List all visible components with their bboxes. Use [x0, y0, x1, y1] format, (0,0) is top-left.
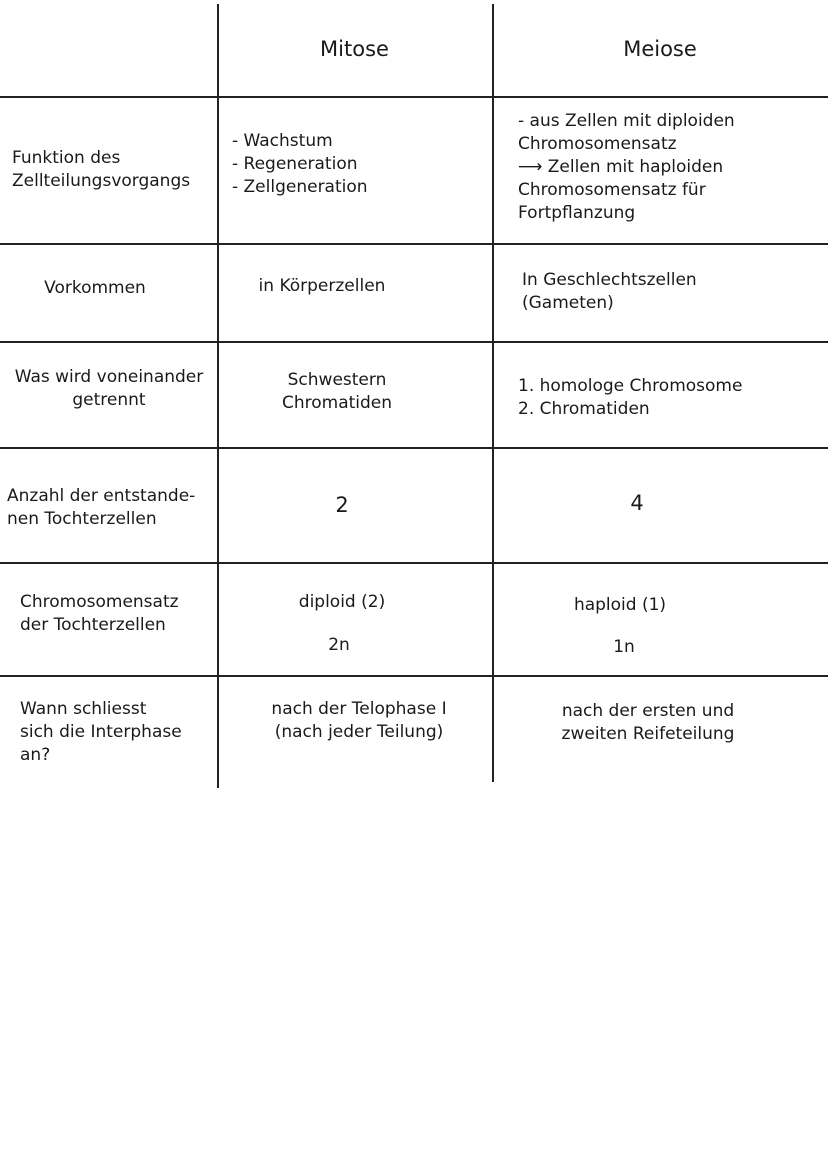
- row-divider-header: [0, 96, 828, 98]
- cell-mitose-interphase: nach der Telophase I (nach jeder Teilung): [271, 699, 447, 742]
- row-label-funktion: Funktion des Zellteilungsvorgangs: [12, 148, 191, 191]
- cell-meiose-funktion: - aus Zellen mit diploiden Chromosomensatz ⟶ Zellen mit haploiden Chromosomensatz für Fortpflanzung: [518, 111, 735, 223]
- row-divider-5: [0, 675, 828, 677]
- header-mitose: Mitose: [320, 37, 389, 61]
- header-meiose: Meiose: [623, 37, 697, 61]
- row-label-getrennt: Was wird voneinander getrennt: [14, 367, 204, 410]
- cell-meiose-getrennt: 1. homologe Chromosome 2. Chromatiden: [518, 376, 743, 419]
- cell-mitose-vorkommen: in Körperzellen: [258, 276, 386, 296]
- cell-mitose-getrennt: Schwestern Chromatiden: [281, 370, 393, 413]
- row-divider-3: [0, 447, 828, 449]
- cell-mitose-chromosomensatz-bottom: 2n: [328, 635, 350, 655]
- cell-mitose-chromosomensatz-top: diploid (2): [298, 592, 386, 612]
- cell-meiose-interphase: nach der ersten und zweiten Reifeteilung: [561, 701, 735, 744]
- cell-mitose-funktion: - Wachstum - Regeneration - Zellgeneration: [232, 131, 368, 197]
- cell-meiose-chromosomensatz-bottom: 1n: [613, 637, 635, 657]
- row-divider-1: [0, 243, 828, 245]
- row-label-anzahl: Anzahl der entstande- nen Tochterzellen: [7, 486, 196, 529]
- row-label-chromosomensatz: Chromosomensatz der Tochterzellen: [20, 592, 179, 635]
- row-label-interphase: Wann schliesst sich die Interphase an?: [20, 699, 182, 765]
- row-divider-2: [0, 341, 828, 343]
- cell-mitose-anzahl: 2: [335, 493, 349, 517]
- cell-meiose-chromosomensatz-top: haploid (1): [573, 595, 667, 615]
- row-label-vorkommen: Vorkommen: [44, 278, 146, 298]
- cell-meiose-vorkommen: In Geschlechtszellen (Gameten): [522, 270, 697, 313]
- cell-meiose-anzahl: 4: [630, 491, 644, 515]
- column-divider-2: [492, 4, 494, 782]
- row-divider-4: [0, 562, 828, 564]
